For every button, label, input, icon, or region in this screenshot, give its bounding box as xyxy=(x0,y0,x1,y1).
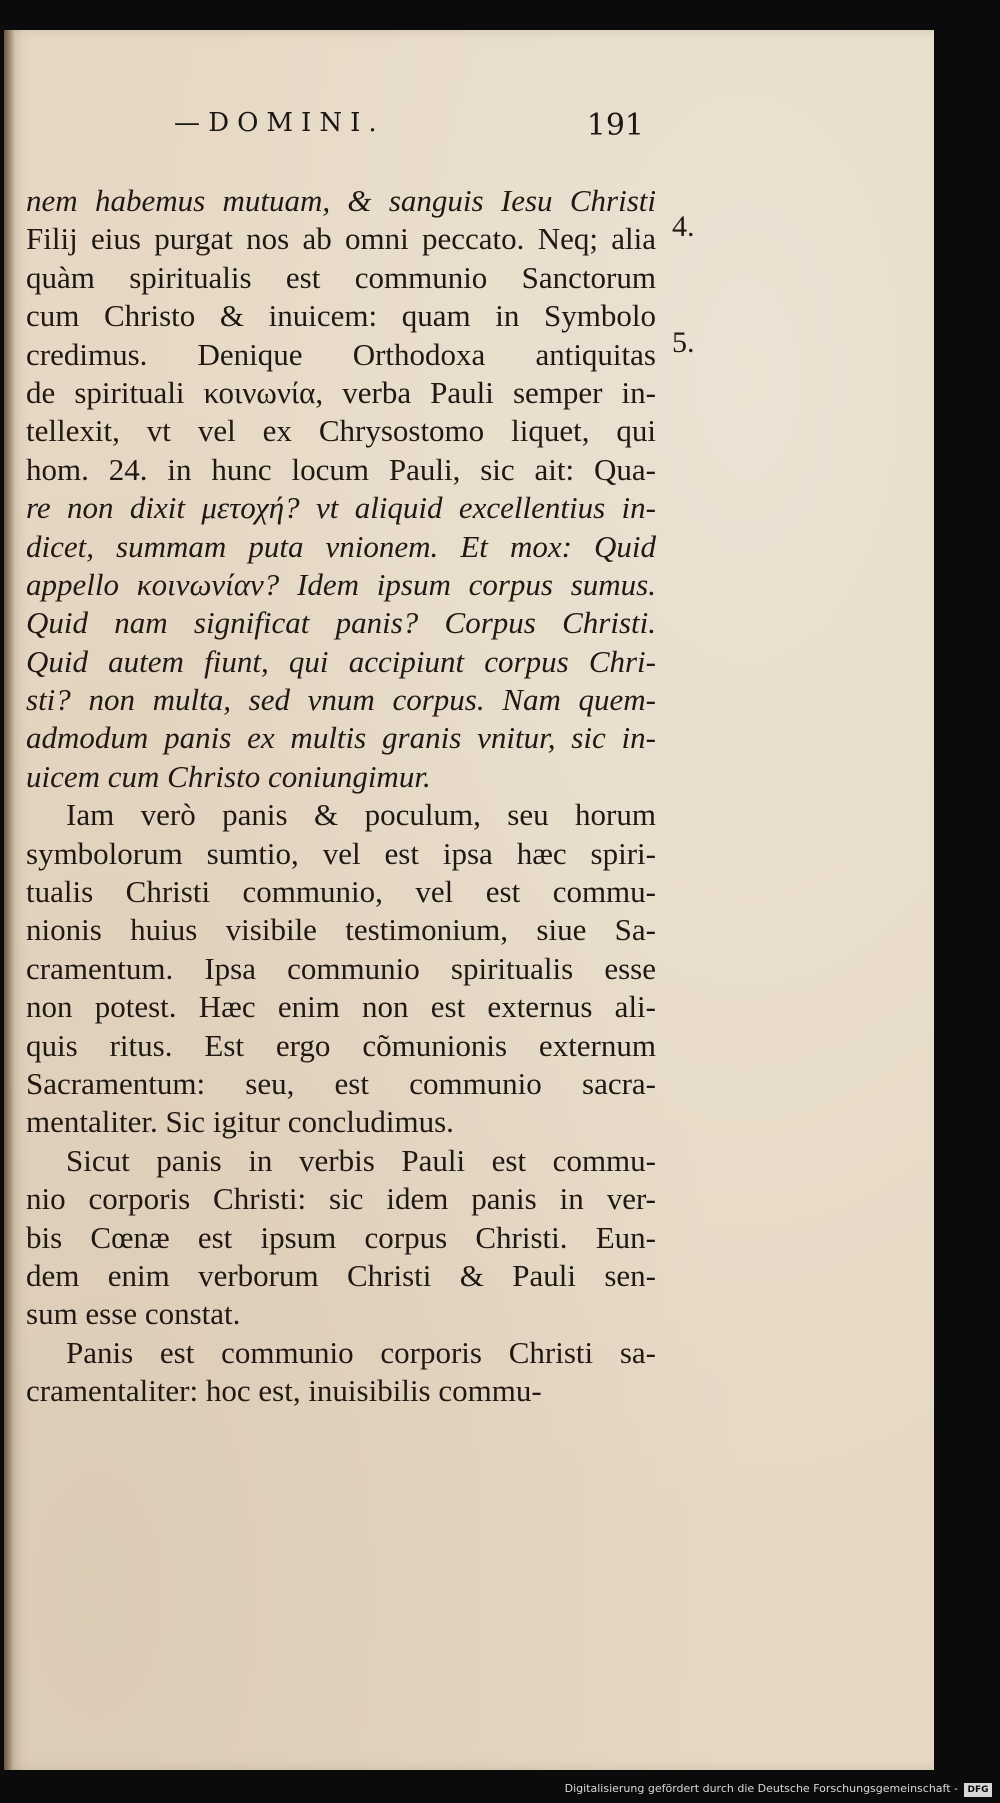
footer-credit: Digitalisierung gefördert durch die Deutsche Forschungsgemeinschaft - xyxy=(564,1782,958,1795)
text-line: dicet, summam puta vnionem. Et mox: Quid xyxy=(26,528,656,564)
text-line: appello κοινωνίαν? Idem ipsum corpus sumus. xyxy=(26,566,656,602)
digitization-footer xyxy=(0,1770,1000,1803)
running-head: — DOMINI. xyxy=(174,108,385,138)
text-line: quàm spiritualis est communio Sanctorum xyxy=(26,259,656,295)
page-gutter-shadow xyxy=(4,30,14,1770)
page-header xyxy=(4,108,934,148)
text-line: hom. 24. in hunc locum Pauli, sic ait: Qua- xyxy=(26,451,656,487)
text-line: Filij eius purgat nos ab omni peccato. Neq; alia xyxy=(26,221,656,257)
margin-note-5: 5. xyxy=(672,326,695,359)
text-line: Panis est communio corporis Christi sa- xyxy=(66,1334,656,1370)
page-number: 191 xyxy=(586,108,644,143)
text-line: quis ritus. Est ergo cõmunionis externum xyxy=(26,1027,656,1063)
text-line: tellexit, vt vel ex Chrysostomo liquet, qui xyxy=(26,413,656,449)
text-line: nionis huius visibile testimonium, siue Sa- xyxy=(26,912,656,948)
text-line: uicem cum Christo coniungimur. xyxy=(26,758,431,794)
text-line: bis Cœnæ est ipsum corpus Christi. Eun- xyxy=(26,1219,656,1255)
text-line: credimus. Denique Orthodoxa antiquitas xyxy=(26,336,656,372)
text-line: sti? non multa, sed vnum corpus. Nam quem- xyxy=(26,682,656,718)
text-line: cum Christo & inuicem: quam in Symbolo xyxy=(26,298,656,334)
text-line: de spirituali κοινωνία, verba Pauli semper in- xyxy=(26,374,656,410)
text-line: non potest. Hæc enim non est externus ali- xyxy=(26,989,656,1025)
text-line: cramentaliter: hoc est, inuisibilis commu- xyxy=(26,1373,542,1409)
text-line: Sicut panis in verbis Pauli est commu- xyxy=(66,1142,656,1178)
text-line: Iam verò panis & poculum, seu horum xyxy=(66,797,656,833)
body-text xyxy=(26,182,656,1411)
text-line: mentaliter. Sic igitur concludimus. xyxy=(26,1104,454,1140)
text-line: dem enim verborum Christi & Pauli sen- xyxy=(26,1257,656,1293)
text-line: admodum panis ex multis granis vnitur, sic in- xyxy=(26,720,656,756)
text-line: nem habemus mutuam, & sanguis Iesu Christi xyxy=(26,183,656,218)
text-line: Quid nam significat panis? Corpus Christi. xyxy=(26,605,656,641)
text-line: Quid autem fiunt, qui accipiunt corpus Chri- xyxy=(26,643,656,679)
text-line: Sacramentum: seu, est communio sacra- xyxy=(26,1065,656,1101)
text-line: re non dixit μετοχή? vt aliquid excellentius in- xyxy=(26,490,656,526)
margin-note-4: 4. xyxy=(672,210,695,243)
text-line: cramentum. Ipsa communio spiritualis esse xyxy=(26,950,656,986)
dfg-logo: DFG xyxy=(964,1783,992,1797)
text-line: nio corporis Christi: sic idem panis in ver- xyxy=(26,1181,656,1217)
text-line: tualis Christi communio, vel est commu- xyxy=(26,874,656,910)
book-page xyxy=(4,30,934,1770)
text-line: symbolorum sumtio, vel est ipsa hæc spiri- xyxy=(26,835,656,871)
text-line: sum esse constat. xyxy=(26,1296,241,1332)
